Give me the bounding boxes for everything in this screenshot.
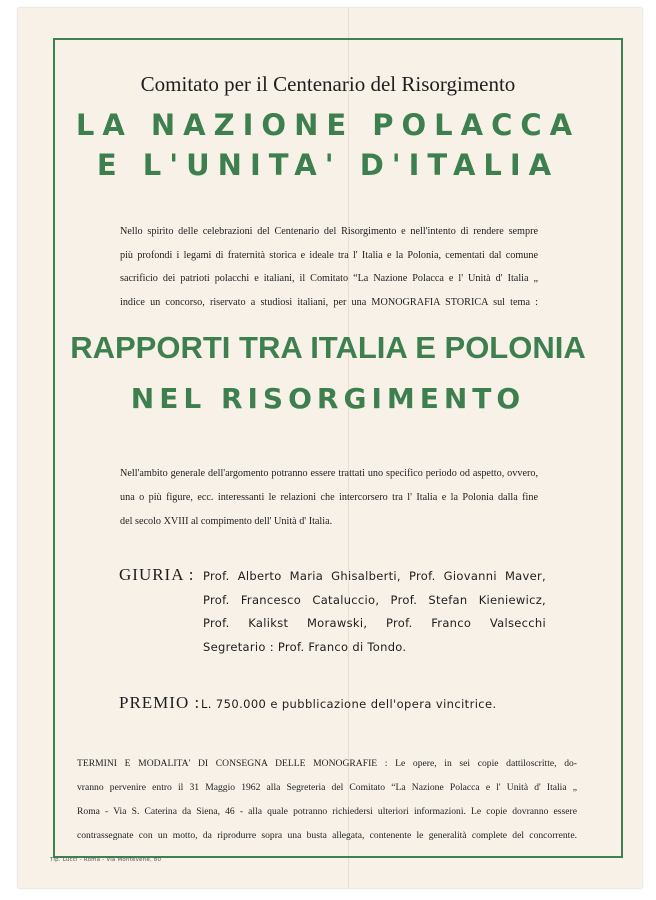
terms-line: contrassegnate con un motto, da riprodurre sopra una busta allegata, contenente le generalità complete del concorrente. bbox=[77, 830, 577, 841]
prize-text: L. 750.000 e pubblicazione dell'opera vincitrice. bbox=[201, 697, 497, 711]
jury-line-text: Prof. Francesco Cataluccio, Prof. Stefan Kieniewicz, bbox=[203, 593, 546, 607]
jury-line bbox=[203, 616, 546, 630]
intro-paragraph bbox=[120, 220, 538, 314]
jury-line-text: Prof. Alberto Maria Ghisalberti, Prof. Giovanni Maver, bbox=[203, 569, 546, 583]
jury-line bbox=[203, 593, 546, 607]
scope-line: Nell'ambito generale dell'argomento potranno essere trattati uno specifico periodo od aspetto, ovvero, bbox=[120, 468, 538, 479]
jury-secretary: Segretario : Prof. Franco di Tondo. bbox=[203, 640, 407, 654]
headline-line-2: E L'UNITA' D'ITALIA bbox=[96, 148, 560, 182]
jury-line bbox=[203, 569, 546, 583]
printer-imprint: Tip. Lucci - Roma - Via Montevene, 80 bbox=[50, 857, 162, 863]
headline-line-1: LA NAZIONE POLACCA bbox=[75, 108, 581, 142]
intro-line: Nello spirito delle celebrazioni del Centenario del Risorgimento e nell'intento di rendere sempre bbox=[120, 226, 538, 237]
intro-line: indice un concorso, riservato a studiosi italiani, per una MONOGRAFIA STORICA sul tema : bbox=[120, 296, 538, 308]
terms-paragraph bbox=[77, 752, 577, 848]
prize-label: PREMIO : bbox=[119, 693, 201, 712]
intro-line: più profondi i legami di fraternità storica e ideale tra l' Italia e la Polonia, cementati dal comune bbox=[120, 249, 538, 261]
topic-line-2: NEL RISORGIMENTO bbox=[130, 382, 526, 415]
scope-line: una o più figure, ecc. interessanti le relazioni che intercorsero tra l' Italia e la Polonia dalla fine bbox=[120, 492, 538, 503]
scope-line: del secolo XVIII al compimento dell' Unità d' Italia. bbox=[120, 516, 333, 527]
jury-label: GIURIA : bbox=[119, 565, 195, 584]
terms-line: vranno pervenire entro il 31 Maggio 1962 alla Segreteria del Comitato “La Nazione Polacca e l' Unità d' Italia „ bbox=[77, 782, 577, 793]
intro-line: sacrificio dei patrioti polacchi e italiani, il Comitato “La Nazione Polacca e l' Unità d' Italia „ bbox=[120, 273, 538, 284]
jury-line-text: Prof. Kalikst Morawski, Prof. Franco Valsecchi bbox=[203, 616, 546, 630]
committee-title: Comitato per il Centenario del Risorgimento bbox=[140, 72, 516, 96]
terms-line: Roma - Via S. Caterina da Siena, 46 - alla quale potranno richiedersi ulteriori informazioni. Le copie dovranno essere bbox=[77, 806, 577, 817]
scope-paragraph bbox=[120, 462, 538, 534]
topic-line-1: RAPPORTI TRA ITALIA E POLONIA bbox=[70, 330, 586, 365]
terms-line: TERMINI E MODALITA' DI CONSEGNA DELLE MONOGRAFIE : Le opere, in sei copie dattiloscritte, do- bbox=[77, 758, 577, 769]
